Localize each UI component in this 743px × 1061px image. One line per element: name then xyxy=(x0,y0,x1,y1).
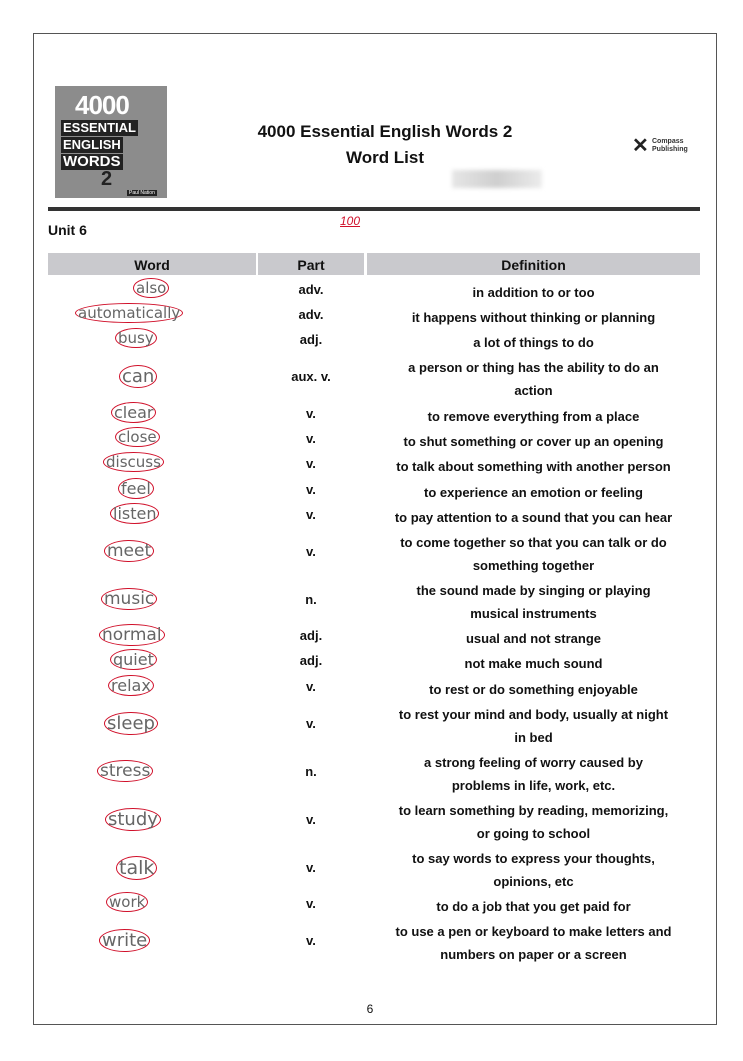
cover-author: Paul Nation xyxy=(129,190,155,196)
document-title: 4000 Essential English Words 2 xyxy=(257,122,513,141)
definition-line: to say words to express your thoughts, xyxy=(412,851,655,866)
handwritten-word xyxy=(118,478,154,499)
definition xyxy=(367,895,700,918)
red-circle-mark: music xyxy=(101,588,157,610)
publisher-name-2: Publishing xyxy=(652,146,688,153)
red-circle-mark: quiet xyxy=(110,649,157,670)
definition xyxy=(367,430,700,453)
part-of-speech: aux. v. xyxy=(291,369,331,384)
cover-number: 4000 xyxy=(75,90,129,120)
part-of-speech: v. xyxy=(306,431,316,446)
red-circle-mark: study xyxy=(105,808,161,831)
part-of-speech: adv. xyxy=(298,282,324,297)
part-of-speech: v. xyxy=(306,456,316,471)
definition xyxy=(367,799,700,845)
red-circle-mark: write xyxy=(99,929,150,952)
definition xyxy=(367,455,700,478)
definition xyxy=(367,652,700,675)
red-circle-mark: automatically xyxy=(75,303,183,323)
definition-line: usual and not strange xyxy=(465,630,602,646)
red-circle-mark: relax xyxy=(108,675,154,696)
definition-line: to do a job that you get paid for xyxy=(436,898,631,914)
red-circle-mark: busy xyxy=(115,328,157,348)
part-of-speech: v. xyxy=(306,933,316,948)
definition-line: in bed xyxy=(514,730,553,745)
part-of-speech: v. xyxy=(306,860,316,875)
handwritten-word xyxy=(108,675,154,696)
red-circle-mark: clear xyxy=(111,402,156,423)
part-of-speech: v. xyxy=(306,406,316,421)
book-cover-image xyxy=(55,86,167,198)
definition xyxy=(367,678,700,701)
definition xyxy=(367,531,700,577)
score-mark: 100 xyxy=(340,214,361,228)
definition-line: to rest or do something enjoyable xyxy=(429,681,638,697)
column-header-part: Part xyxy=(258,253,364,275)
handwritten-word xyxy=(110,649,157,670)
definition xyxy=(367,281,700,304)
handwritten-word xyxy=(104,540,154,562)
handwritten-word xyxy=(133,278,169,298)
part-of-speech: v. xyxy=(306,812,316,827)
red-circle-mark: can xyxy=(119,365,157,388)
red-circle-mark: stress xyxy=(97,760,153,782)
definition-line: or going to school xyxy=(476,826,591,841)
definition xyxy=(367,506,700,529)
publisher-name-1: Compass xyxy=(652,138,684,145)
red-circle-mark: feel xyxy=(118,478,154,499)
definition xyxy=(367,751,700,797)
part-of-speech: v. xyxy=(306,507,316,522)
definition xyxy=(367,331,700,354)
definition xyxy=(367,481,700,504)
definition-line: a lot of things to do xyxy=(473,334,594,350)
red-circle-mark: work xyxy=(106,892,148,912)
part-of-speech: adj. xyxy=(299,332,323,347)
definition-line: to rest your mind and body, usually at night xyxy=(398,707,669,722)
definition-line: opinions, etc xyxy=(493,874,574,889)
cover-line1: ESSENTIAL xyxy=(63,120,136,135)
definition-line: a strong feeling of worry caused by xyxy=(424,755,643,770)
part-of-speech: adj. xyxy=(299,628,323,643)
definition-line: numbers on paper or a screen xyxy=(440,947,627,962)
definition-line: to come together so that you can talk or do xyxy=(400,535,667,550)
red-circle-mark: discuss xyxy=(103,452,164,472)
redacted-name xyxy=(452,170,542,188)
part-of-speech: v. xyxy=(306,544,316,559)
definition-line: to pay attention to a sound that you can hear xyxy=(394,509,673,525)
definition xyxy=(367,356,700,402)
part-of-speech: n. xyxy=(305,592,317,607)
definition-line: the sound made by singing or playing xyxy=(416,583,651,598)
column-header-definition: Definition xyxy=(367,253,700,275)
red-circle-mark: normal xyxy=(99,624,165,646)
handwritten-word xyxy=(101,588,157,610)
part-of-speech: v. xyxy=(306,896,316,911)
page-number: 6 xyxy=(366,1002,374,1016)
publisher-logo xyxy=(632,136,702,158)
handwritten-word xyxy=(105,808,161,831)
definition-line: in addition to or too xyxy=(472,284,595,300)
cover-volume: 2 xyxy=(101,168,113,190)
handwritten-word xyxy=(116,856,157,880)
handwritten-word xyxy=(103,452,164,472)
definition-line: a person or thing has the ability to do an xyxy=(408,360,659,375)
handwritten-word xyxy=(99,929,150,952)
red-circle-mark: listen xyxy=(110,503,159,524)
red-circle-mark: talk xyxy=(116,856,157,880)
handwritten-word xyxy=(115,328,157,348)
handwritten-word xyxy=(115,427,160,447)
definition-line: to talk about something with another person xyxy=(396,458,671,474)
definition xyxy=(367,703,700,749)
definition-line: problems in life, work, etc. xyxy=(451,778,616,793)
definition xyxy=(367,579,700,625)
definition-line: to learn something by reading, memorizing, xyxy=(398,803,669,818)
definition-line: musical instruments xyxy=(470,606,597,621)
handwritten-word xyxy=(104,712,158,735)
handwritten-word xyxy=(110,503,159,524)
red-circle-mark: sleep xyxy=(104,712,158,735)
part-of-speech: v. xyxy=(306,482,316,497)
part-of-speech: v. xyxy=(306,716,316,731)
part-of-speech: n. xyxy=(305,764,317,779)
definition-line: it happens without thinking or planning xyxy=(411,309,656,325)
definition xyxy=(367,306,700,329)
definition-line: to remove everything from a place xyxy=(427,408,640,424)
document-subtitle: Word List xyxy=(345,148,425,167)
unit-label: Unit 6 xyxy=(48,222,87,238)
handwritten-word xyxy=(111,402,156,423)
column-header-word: Word xyxy=(48,253,256,275)
header-divider xyxy=(48,207,700,211)
handwritten-word xyxy=(97,760,153,782)
definition xyxy=(367,627,700,650)
red-circle-mark: meet xyxy=(104,540,154,562)
handwritten-word xyxy=(99,624,165,646)
definition-line: something together xyxy=(472,558,595,573)
definition-line: not make much sound xyxy=(464,655,603,671)
compass-icon: ✕ xyxy=(632,135,649,157)
definition xyxy=(367,847,700,893)
definition-line: action xyxy=(514,383,553,398)
handwritten-word xyxy=(75,303,183,323)
part-of-speech: adj. xyxy=(299,653,323,668)
definition-line: to experience an emotion or feeling xyxy=(424,484,643,500)
part-of-speech: v. xyxy=(306,679,316,694)
red-circle-mark: close xyxy=(115,427,160,447)
cover-line2: ENGLISH xyxy=(63,137,121,152)
handwritten-word xyxy=(106,892,148,912)
definition-line: to use a pen or keyboard to make letters and xyxy=(395,924,672,939)
definition xyxy=(367,405,700,428)
red-circle-mark: also xyxy=(133,278,169,298)
cover-line3: WORDS xyxy=(63,153,121,170)
definition xyxy=(367,920,700,966)
definition-line: to shut something or cover up an opening xyxy=(403,433,664,449)
handwritten-word xyxy=(119,365,157,388)
part-of-speech: adv. xyxy=(298,307,324,322)
